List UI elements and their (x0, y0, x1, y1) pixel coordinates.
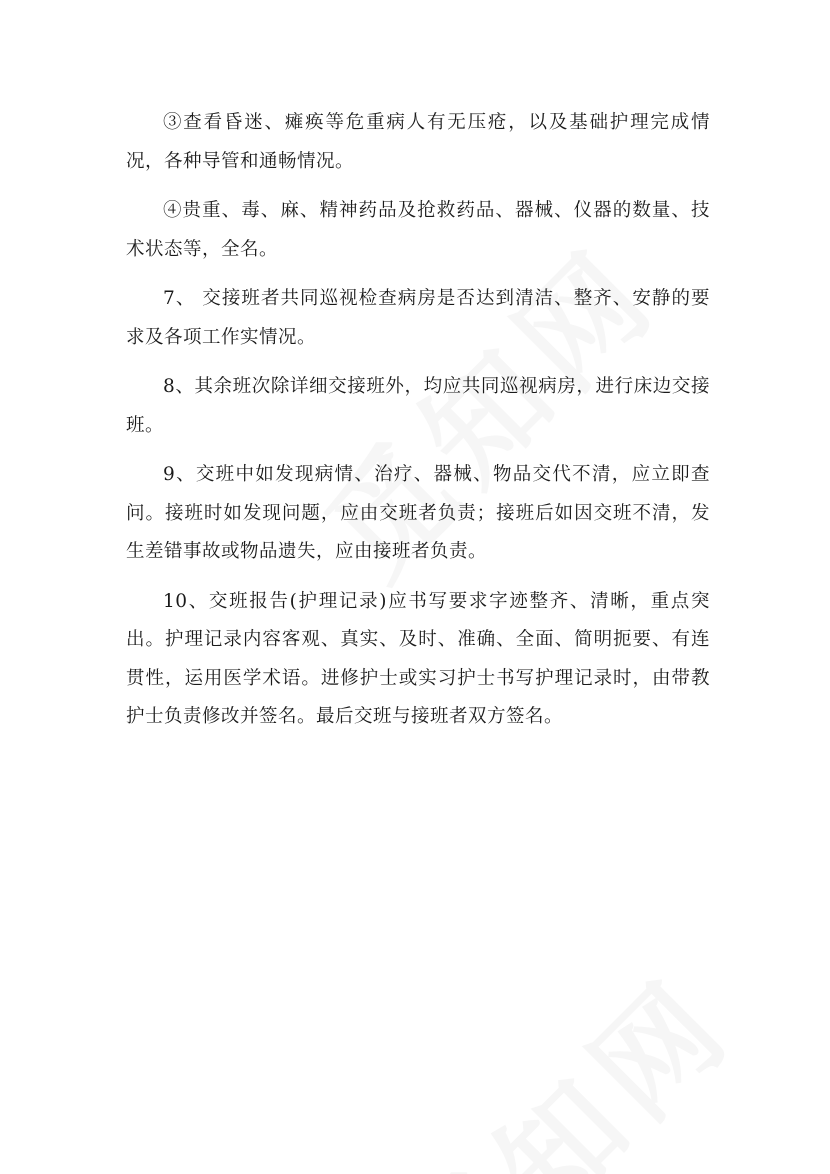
paragraph-rule-9: 9、交班中如发现病情、治疗、器械、物品交代不清，应立即查问。接班时如发现问题，应由交班者负责；接班后如因交班不清，发生差错事故或物品遗失，应由接班者负责。 (126, 464, 710, 562)
paragraph-rule-8: 8、其余班次除详细交接班外，均应共同巡视病房，进行床边交接班。 (126, 376, 710, 436)
paragraph-rule-7: 7、 交接班者共同巡视检查病房是否达到清洁、整齐、安静的要求及各项工作实情况。 (126, 288, 710, 348)
watermark-bottom (358, 933, 764, 1174)
document-body (126, 104, 710, 748)
paragraph-rule-10: 10、交班报告(护理记录)应书写要求字迹整齐、清晰，重点突出。护理记录内容客观、真实、及时、准确、全面、简明扼要、有连贯性，运用医学术语。进修护士或实习护士书写护理记录时，由带教护士负责修改并签名。最后交班与接班者双方签名。 (126, 590, 710, 727)
paragraph-item-4: ④贵重、毒、麻、精神药品及抢救药品、器械、仪器的数量、技术状态等，全名。 (126, 200, 710, 260)
paragraph-item-3: ③查看昏迷、瘫痪等危重病人有无压疮，以及基础护理完成情况，各种导管和通畅情况。 (126, 112, 710, 172)
